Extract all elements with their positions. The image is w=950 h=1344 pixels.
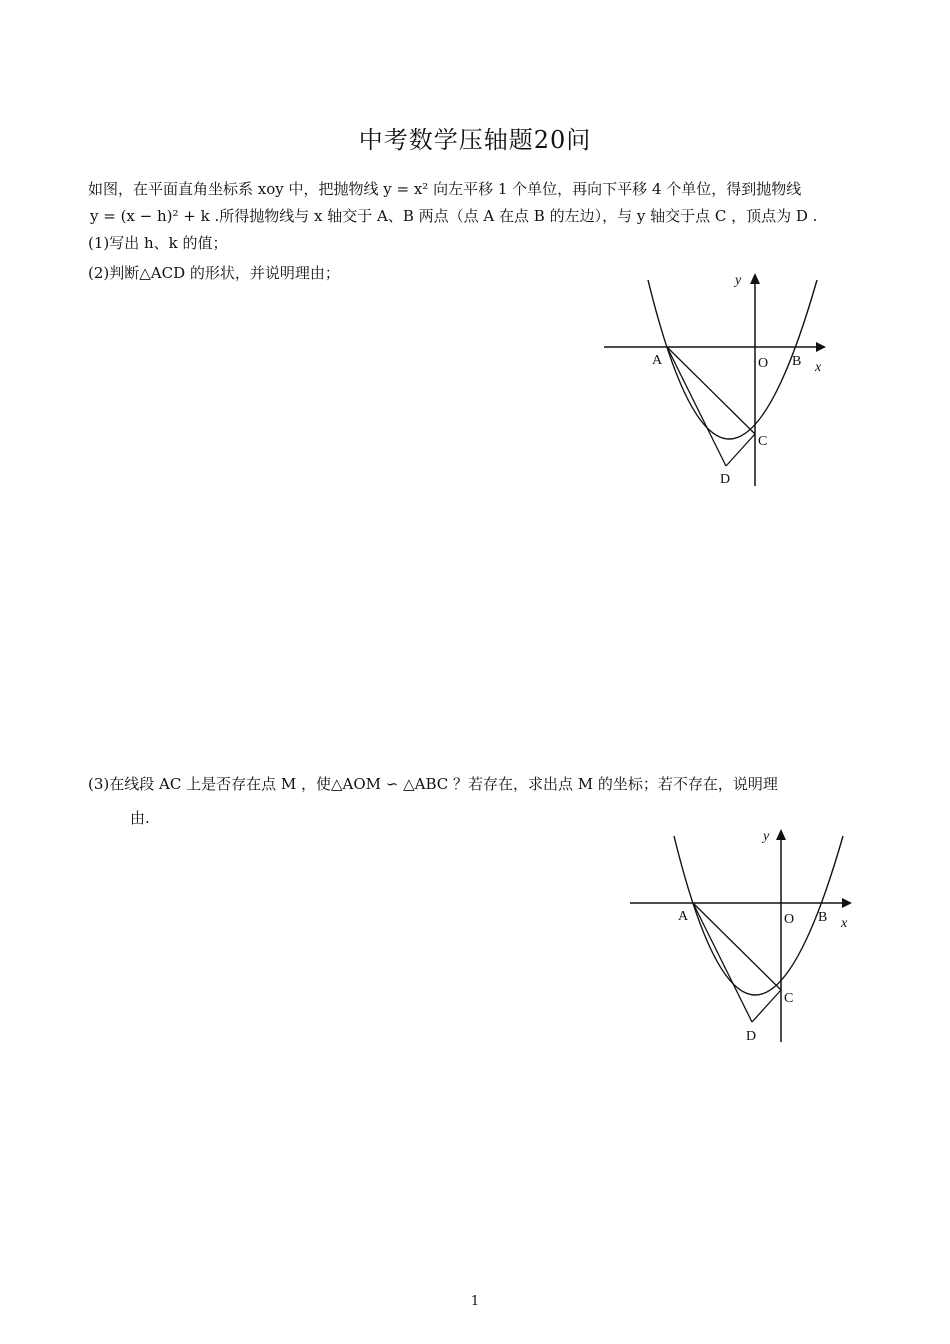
point-a-label: A — [678, 909, 689, 924]
parabola-figure-2 — [626, 824, 866, 1053]
origin-label: O — [758, 356, 769, 371]
question-1: (1)写出 h、k 的值； — [88, 234, 228, 252]
question-3-line-1: (3)在线段 AC 上是否存在点 M ，使△AOM ∽ △ABC ？若存在，求出点 M 的坐标；若不存在，说明理 — [88, 775, 778, 793]
point-a-label: A — [652, 353, 663, 368]
page-title: 中考数学压轴题20问 — [358, 126, 592, 154]
point-c-label: C — [758, 434, 768, 449]
point-d-label: D — [746, 1029, 757, 1044]
point-d-label: D — [720, 472, 731, 487]
parabola-figure-1 — [600, 268, 840, 497]
point-b-label: B — [792, 354, 802, 369]
y-axis-label: y — [735, 273, 742, 288]
problem-intro-line-1: 如图，在平面直角坐标系 xoy 中，把抛物线 y = x² 向左平移 1 个单位，再向下平移 4 个单位，得到抛物线 — [88, 180, 802, 198]
problem-intro-line-2: y = (x − h)² + k .所得抛物线与 x 轴交于 A、B 两点（点 A 在点 B 的左边），与 y 轴交于点 C ，顶点为 D . — [90, 207, 818, 225]
origin-label: O — [784, 912, 795, 927]
point-b-label: B — [818, 910, 828, 925]
x-axis-label: x — [841, 916, 848, 931]
question-3-line-2: 由. — [130, 809, 150, 827]
x-axis-label: x — [815, 360, 822, 375]
question-2: (2)判断△ACD 的形状，并说明理由； — [88, 264, 340, 282]
point-c-label: C — [784, 991, 794, 1006]
y-axis-label: y — [763, 829, 770, 844]
page-number: 1 — [470, 1294, 480, 1309]
